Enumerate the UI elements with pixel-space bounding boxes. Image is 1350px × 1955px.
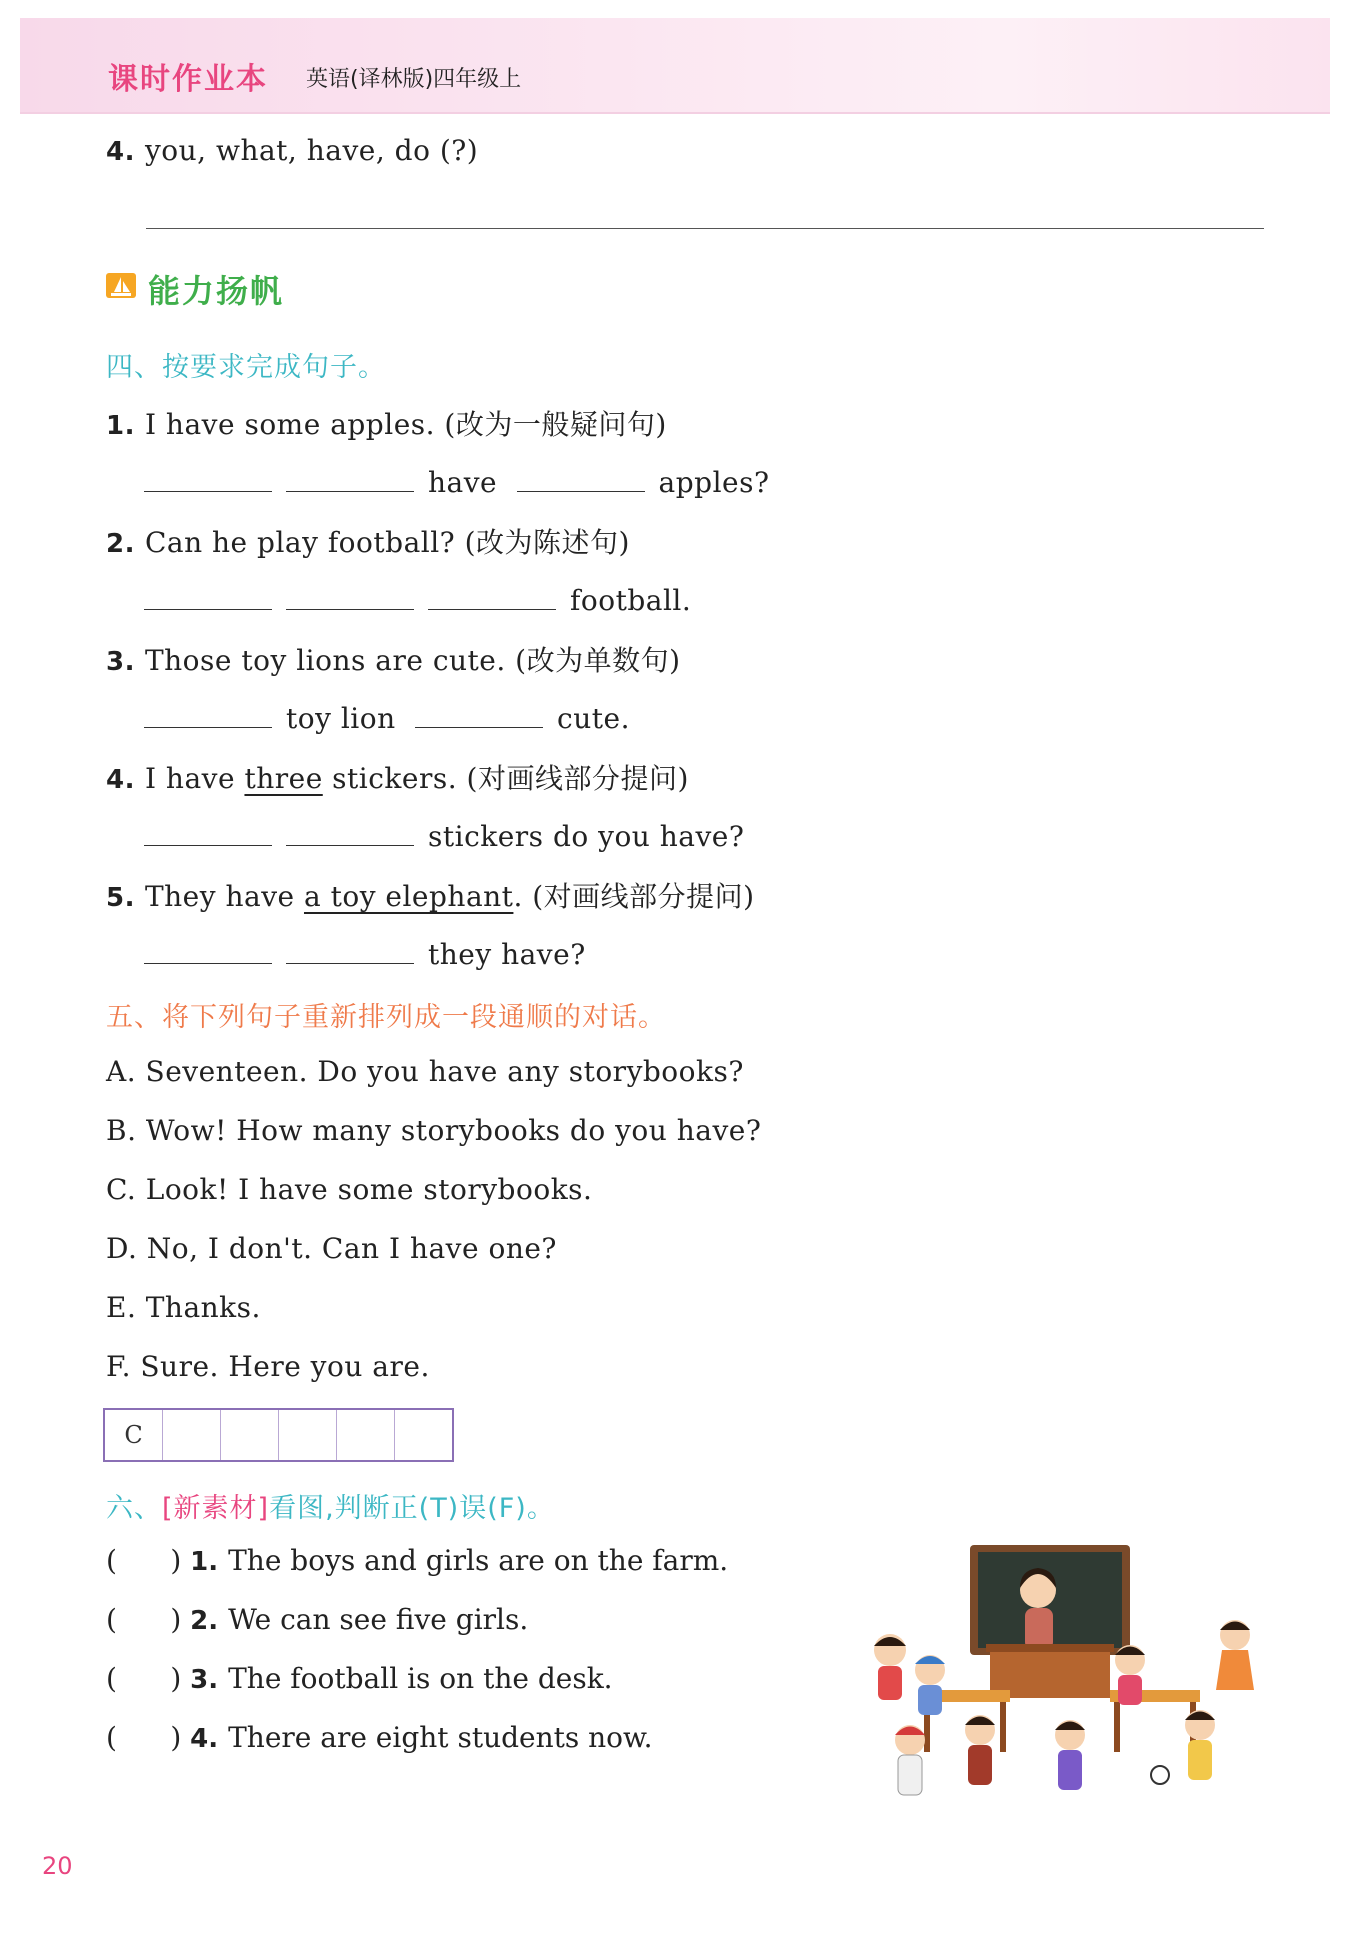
part5-instruction: 五、将下列句子重新排列成一段通顺的对话。 [106,1002,666,1033]
new-material-tag: [新素材] [162,1493,270,1524]
answer-blank[interactable] [286,463,414,492]
part4-item-2 [106,521,630,561]
answer-blank[interactable] [144,935,272,964]
answer-blank[interactable] [415,699,543,728]
item-prompt: Those toy lions are cute. (改为单数句) [144,644,681,677]
question-text: you, what, have, do (?) [144,134,479,167]
judge-answer-slot[interactable]: ( ) [106,1603,182,1636]
part6-number: 六、 [106,1493,162,1524]
answer-word: stickers do you have? [428,820,745,853]
part4-answer-4 [144,817,744,853]
section-title: 能力扬帆 [148,272,285,310]
judge-item-1 [106,1544,728,1577]
part4-answer-5 [144,935,586,971]
answer-blank[interactable] [144,581,272,610]
answer-blank[interactable] [144,817,272,846]
judge-answer-slot[interactable]: ( ) [106,1544,182,1577]
answer-blank[interactable] [286,817,414,846]
header-divider [20,112,1330,114]
item-prompt: They have [144,880,304,913]
dialog-option-a: A. Seventeen. Do you have any storybooks? [106,1055,744,1088]
part4-answer-1 [144,463,769,499]
order-cell-2[interactable] [163,1410,221,1460]
item-number: 3. [190,1665,219,1695]
dialog-option-e: E. Thanks. [106,1291,261,1324]
dialog-option-c: C. Look! I have some storybooks. [106,1173,593,1206]
order-cell-4[interactable] [279,1410,337,1460]
dialog-option-f: F. Sure. Here you are. [106,1350,430,1383]
answer-word: cute. [557,702,630,735]
answer-word: apples? [658,466,770,499]
item-number: 1. [106,411,135,441]
order-cell-1: C [105,1410,163,1460]
judge-item-3 [106,1662,613,1695]
answer-blank[interactable] [286,581,414,610]
answer-line[interactable] [146,228,1264,229]
sail-icon [105,270,137,300]
judge-item-2 [106,1603,528,1636]
order-answer-box [103,1408,454,1462]
answer-word: they have? [428,938,586,971]
answer-word: toy lion [286,702,396,735]
question-4-top [106,134,478,167]
part6-text: 看图,判断正(T)误(F)。 [269,1493,555,1524]
judge-item-4 [106,1721,653,1754]
part4-answer-2 [144,581,691,617]
answer-word: football. [570,584,692,617]
question-number: 4. [106,137,135,167]
answer-blank[interactable] [144,463,272,492]
part4-answer-3 [144,699,630,735]
judge-statement: The boys and girls are on the farm. [228,1544,729,1577]
order-cell-5[interactable] [337,1410,395,1460]
item-number: 4. [190,1724,219,1754]
classroom-illustration [860,1540,1260,1810]
answer-blank[interactable] [517,463,645,492]
book-subtitle: 英语(译林版)四年级上 [306,67,522,92]
item-prompt: Can he play football? (改为陈述句) [144,526,630,559]
page-number: 20 [42,1852,73,1880]
answer-blank[interactable] [286,935,414,964]
item-prompt: I have [144,762,245,795]
dialog-option-d: D. No, I don't. Can I have one? [106,1232,557,1265]
item-prompt: . (对画线部分提问) [513,880,755,913]
item-prompt: stickers. (对画线部分提问) [322,762,689,795]
part4-item-5 [106,875,755,915]
item-number: 3. [106,647,135,677]
underlined-phrase: a toy elephant [303,880,514,913]
judge-statement: We can see five girls. [228,1603,529,1636]
item-number: 2. [190,1606,219,1636]
answer-blank[interactable] [428,581,556,610]
order-cell-6[interactable] [395,1410,452,1460]
answer-word: have [428,466,498,499]
item-number: 2. [106,529,135,559]
part4-item-3 [106,639,681,679]
order-cell-3[interactable] [221,1410,279,1460]
part6-instruction [106,1486,555,1525]
part4-item-4 [106,757,689,797]
underlined-phrase: three [244,762,323,795]
judge-statement: The football is on the desk. [228,1662,613,1695]
part4-instruction: 四、按要求完成句子。 [106,352,386,383]
item-number: 1. [190,1547,219,1577]
dialog-option-b: B. Wow! How many storybooks do you have? [106,1114,762,1147]
item-prompt: I have some apples. (改为一般疑问句) [144,408,667,441]
answer-blank[interactable] [144,699,272,728]
judge-answer-slot[interactable]: ( ) [106,1721,182,1754]
part4-item-1 [106,403,667,443]
book-brand: 课时作业本 [108,62,268,97]
item-number: 5. [106,883,135,913]
judge-statement: There are eight students now. [228,1721,653,1754]
item-number: 4. [106,765,135,795]
judge-answer-slot[interactable]: ( ) [106,1662,182,1695]
